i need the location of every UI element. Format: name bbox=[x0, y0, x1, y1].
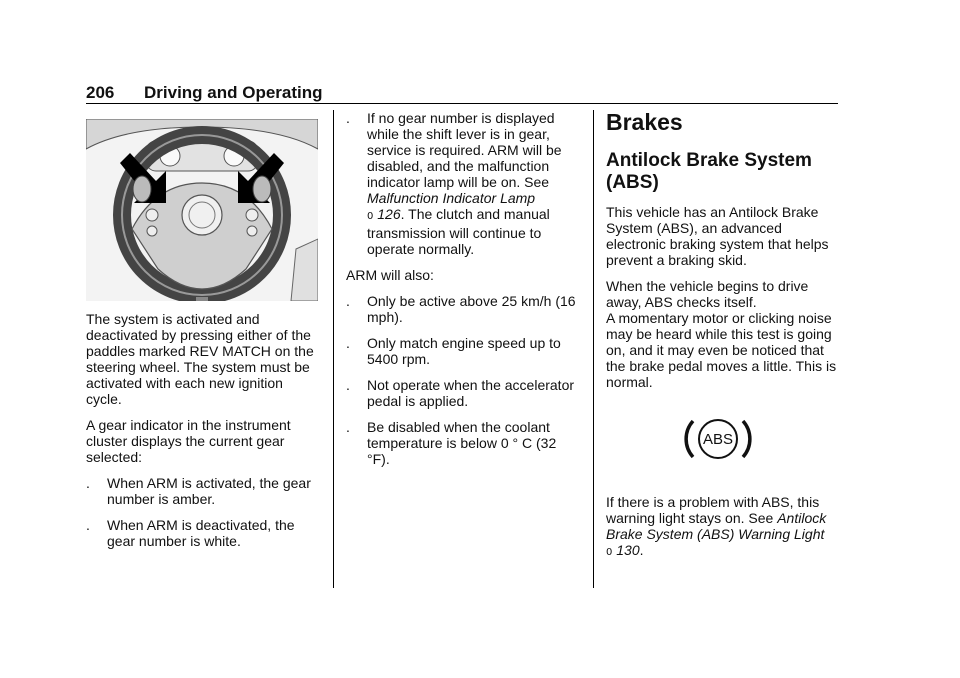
list-item bbox=[346, 335, 582, 367]
page-reference-arrow-icon: 0 bbox=[606, 547, 613, 558]
bullet-marker: . bbox=[86, 475, 90, 491]
paragraph: ARM will also: bbox=[346, 267, 434, 283]
list-item-body-end: . The clutch and manual transmission will continue to operate normally. bbox=[367, 206, 550, 257]
bullet-marker: . bbox=[86, 517, 90, 533]
page-reference-arrow-icon: 0 bbox=[367, 211, 374, 222]
column-middle bbox=[346, 110, 582, 477]
abs-warning-light-icon bbox=[680, 413, 756, 465]
abs-icon-label: ABS bbox=[702, 431, 734, 448]
paragraph-text: If there is a problem with ABS, this warning light stays on. See bbox=[606, 494, 820, 526]
list-item-text: Not operate when the accelerator pedal is applied. bbox=[367, 377, 575, 409]
section-heading: Brakes bbox=[606, 109, 683, 135]
list-item bbox=[86, 475, 322, 507]
steering-wheel-illustration bbox=[86, 119, 318, 301]
paragraph: A momentary motor or clicking noise may be heard while this test is going on, and it may even be noticed that the brake pedal moves a little. This is normal. bbox=[606, 310, 837, 390]
bullet-marker: . bbox=[346, 377, 350, 393]
list-item-text: Only be active above 25 km/h (16 mph). bbox=[367, 293, 576, 325]
paragraph: The system is activated and deactivated by pressing either of the paddles marked REV MATCH on the steering wheel. The system must be activated with each new ignition cycle. bbox=[86, 311, 314, 407]
list-item bbox=[346, 110, 582, 257]
steering-wheel-figure bbox=[86, 119, 318, 301]
section-title: Driving and Operating bbox=[144, 83, 323, 102]
list-item bbox=[346, 419, 582, 467]
column-right bbox=[606, 108, 840, 400]
bullet-marker: . bbox=[346, 335, 350, 351]
bullet-marker: . bbox=[346, 419, 350, 435]
list-item bbox=[346, 377, 582, 409]
abs-warning-paragraph bbox=[606, 494, 840, 571]
paragraph bbox=[606, 494, 840, 561]
malfunction-indicator-lamp-link[interactable]: Malfunction Indicator Lamp bbox=[367, 190, 536, 206]
paragraph: A gear indicator in the instrument cluster displays the current gear selected: bbox=[86, 417, 291, 465]
list-item-text: Only match engine speed up to 5400 rpm. bbox=[367, 335, 561, 367]
abs-warning-light-link[interactable]: Antilock Brake System (ABS) Warning Light bbox=[606, 510, 827, 542]
column-left bbox=[86, 311, 322, 559]
list-item bbox=[86, 517, 322, 549]
bullet-marker: . bbox=[346, 110, 350, 126]
page-reference[interactable]: 130 bbox=[616, 542, 640, 558]
bullet-marker: . bbox=[346, 293, 350, 309]
list-item-text bbox=[367, 110, 582, 257]
list-item bbox=[346, 293, 582, 325]
paragraph: This vehicle has an Antilock Brake System (ABS), an advanced electronic braking system that helps prevent a braking skid. bbox=[606, 204, 829, 268]
list-item-text: Be disabled when the coolant temperature is below 0 ° C (32 °F). bbox=[367, 419, 557, 467]
page-reference[interactable]: 126 bbox=[377, 206, 401, 222]
list-item-text: When ARM is deactivated, the gear number is white. bbox=[107, 517, 295, 549]
column-divider-right bbox=[593, 110, 594, 588]
page-number: 206 bbox=[86, 83, 115, 102]
column-divider-left bbox=[333, 110, 334, 588]
sentence-end: . bbox=[639, 542, 644, 558]
list-item-text: When ARM is activated, the gear number is amber. bbox=[107, 475, 311, 507]
list-item-body: If no gear number is displayed while the shift lever is in gear, service is required. ARM will be disabled, and the malfunction indicator lamp will be on. See bbox=[367, 110, 562, 190]
header-rule bbox=[86, 103, 838, 104]
paragraph: When the vehicle begins to drive away, ABS checks itself. bbox=[606, 278, 809, 310]
subsection-heading: Antilock Brake System (ABS) bbox=[606, 150, 812, 193]
page-header bbox=[86, 83, 323, 103]
